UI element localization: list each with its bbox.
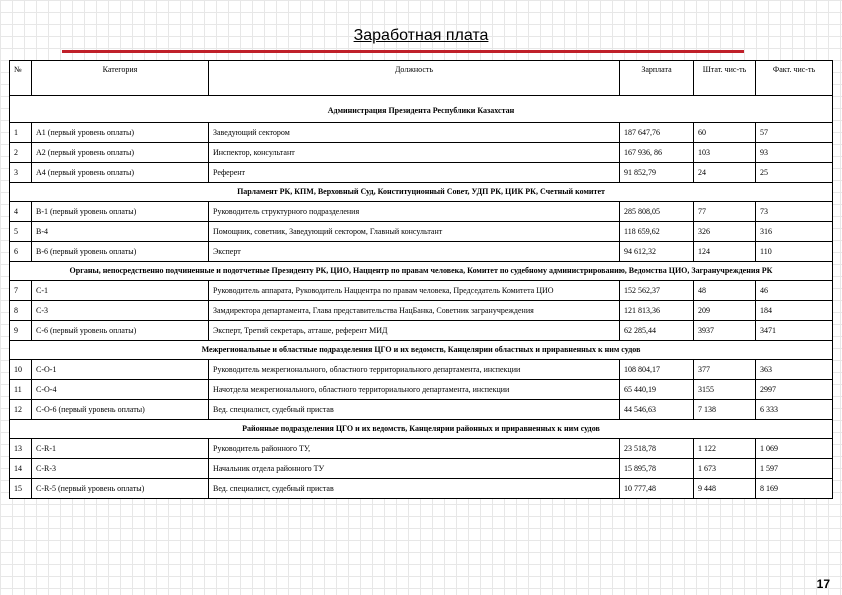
salary-cell: 65 440,19: [620, 380, 694, 400]
section-title: Администрация Президента Республики Казахстан: [10, 96, 833, 123]
title-underline-divider: [62, 50, 744, 53]
staff-count-cell: 377: [694, 360, 756, 380]
table-row: [10, 202, 833, 222]
row-number-cell: 7: [10, 281, 32, 301]
section-title: Парламент РК, КПМ, Верховный Суд, Конституционный Совет, УДП РК, ЦИК РК, Счетный комитет: [10, 183, 833, 202]
row-number-cell: 15: [10, 479, 32, 499]
page-title: Заработная плата: [353, 27, 489, 44]
table-row: [10, 479, 833, 499]
salary-cell: 91 852,79: [620, 163, 694, 183]
position-cell: Руководитель аппарата, Руководитель Наццентра по правам человека, Председатель Комитета ЦИО: [209, 281, 620, 301]
staff-count-cell: 209: [694, 301, 756, 321]
table-row: [10, 459, 833, 479]
section-header-row: [10, 262, 833, 281]
row-number-cell: 2: [10, 143, 32, 163]
salary-cell: 15 895,78: [620, 459, 694, 479]
category-cell: А2 (первый уровень оплаты): [32, 143, 209, 163]
category-cell: С-О-4: [32, 380, 209, 400]
row-number-cell: 8: [10, 301, 32, 321]
position-cell: Вед. специалист, судебный пристав: [209, 400, 620, 420]
row-number-cell: 4: [10, 202, 32, 222]
salary-table: [9, 60, 833, 499]
section-title: Органы, непосредственно подчиненные и подотчетные Президенту РК, ЦИО, Наццентр по правам человека, Комитет по судебному администрированию, Ведомства ЦИО, Загранучреждения РК: [10, 262, 833, 281]
category-cell: А4 (первый уровень оплаты): [32, 163, 209, 183]
salary-cell: 187 647,76: [620, 123, 694, 143]
staff-count-cell: 1 122: [694, 439, 756, 459]
salary-cell: 152 562,37: [620, 281, 694, 301]
position-cell: Эксперт: [209, 242, 620, 262]
salary-cell: 118 659,62: [620, 222, 694, 242]
row-number-cell: 13: [10, 439, 32, 459]
header-position: Должность: [209, 61, 620, 96]
staff-count-cell: 48: [694, 281, 756, 301]
salary-cell: 167 936, 86: [620, 143, 694, 163]
position-cell: Вед. специалист, судебный пристав: [209, 479, 620, 499]
staff-count-cell: 24: [694, 163, 756, 183]
header-category: Категория: [32, 61, 209, 96]
table-row: [10, 439, 833, 459]
row-number-cell: 9: [10, 321, 32, 341]
category-cell: В-1 (первый уровень оплаты): [32, 202, 209, 222]
section-header-row: [10, 341, 833, 360]
section-title: Межрегиональные и областные подразделения ЦГО и их ведомств, Канцелярии областных и приравненных к ним судов: [10, 341, 833, 360]
staff-count-cell: 326: [694, 222, 756, 242]
staff-count-cell: 9 448: [694, 479, 756, 499]
category-cell: С-1: [32, 281, 209, 301]
salary-cell: 23 518,78: [620, 439, 694, 459]
category-cell: В-6 (первый уровень оплаты): [32, 242, 209, 262]
section-header-row: [10, 183, 833, 202]
actual-count-cell: 1 069: [756, 439, 833, 459]
salary-cell: 10 777,48: [620, 479, 694, 499]
position-cell: Помощник, советник, Заведующий сектором, Главный консультант: [209, 222, 620, 242]
actual-count-cell: 93: [756, 143, 833, 163]
actual-count-cell: 363: [756, 360, 833, 380]
position-cell: Инспектор, консультант: [209, 143, 620, 163]
category-cell: С-6 (первый уровень оплаты): [32, 321, 209, 341]
salary-cell: 285 808,05: [620, 202, 694, 222]
staff-count-cell: 60: [694, 123, 756, 143]
table-row: [10, 400, 833, 420]
row-number-cell: 1: [10, 123, 32, 143]
section-header-row: [10, 96, 833, 123]
category-cell: С-R-3: [32, 459, 209, 479]
category-cell: С-3: [32, 301, 209, 321]
table-row: [10, 360, 833, 380]
row-number-cell: 10: [10, 360, 32, 380]
actual-count-cell: 2997: [756, 380, 833, 400]
table-row: [10, 242, 833, 262]
actual-count-cell: 184: [756, 301, 833, 321]
actual-count-cell: 1 597: [756, 459, 833, 479]
actual-count-cell: 8 169: [756, 479, 833, 499]
staff-count-cell: 3155: [694, 380, 756, 400]
header-staff-count: Штат. чис-ть: [694, 61, 756, 96]
actual-count-cell: 46: [756, 281, 833, 301]
staff-count-cell: 7 138: [694, 400, 756, 420]
salary-cell: 121 813,36: [620, 301, 694, 321]
staff-count-cell: 124: [694, 242, 756, 262]
staff-count-cell: 1 673: [694, 459, 756, 479]
position-cell: Руководитель межрегионального, областного территориального департамента, инспекции: [209, 360, 620, 380]
category-cell: А1 (первый уровень оплаты): [32, 123, 209, 143]
header-num: №: [10, 61, 32, 96]
table-row: [10, 281, 833, 301]
actual-count-cell: 6 333: [756, 400, 833, 420]
staff-count-cell: 3937: [694, 321, 756, 341]
row-number-cell: 6: [10, 242, 32, 262]
table-row: [10, 301, 833, 321]
position-cell: Руководитель районного ТУ,: [209, 439, 620, 459]
category-cell: С-О-1: [32, 360, 209, 380]
actual-count-cell: 73: [756, 202, 833, 222]
table-row: [10, 163, 833, 183]
header-actual-count: Факт. чис-ть: [756, 61, 833, 96]
category-cell: С-О-6 (первый уровень оплаты): [32, 400, 209, 420]
position-cell: Начотдела межрегионального, областного территориального департамента, инспекции: [209, 380, 620, 400]
category-cell: С-R-1: [32, 439, 209, 459]
row-number-cell: 12: [10, 400, 32, 420]
row-number-cell: 3: [10, 163, 32, 183]
actual-count-cell: 25: [756, 163, 833, 183]
position-cell: Эксперт, Третий секретарь, атташе, референт МИД: [209, 321, 620, 341]
page-number: 17: [816, 577, 830, 591]
category-cell: С-R-5 (первый уровень оплаты): [32, 479, 209, 499]
salary-cell: 62 285,44: [620, 321, 694, 341]
position-cell: Заведующий сектором: [209, 123, 620, 143]
position-cell: Руководитель структурного подразделения: [209, 202, 620, 222]
row-number-cell: 14: [10, 459, 32, 479]
position-cell: Начальник отдела районного ТУ: [209, 459, 620, 479]
table-header-row: [10, 61, 833, 96]
table-row: [10, 321, 833, 341]
actual-count-cell: 316: [756, 222, 833, 242]
table-row: [10, 123, 833, 143]
table-row: [10, 222, 833, 242]
salary-cell: 108 804,17: [620, 360, 694, 380]
section-title: Районные подразделения ЦГО и их ведомств, Канцелярии районных и приравненных к ним судов: [10, 420, 833, 439]
table-row: [10, 380, 833, 400]
actual-count-cell: 57: [756, 123, 833, 143]
position-cell: Референт: [209, 163, 620, 183]
table-row: [10, 143, 833, 163]
section-header-row: [10, 420, 833, 439]
category-cell: В-4: [32, 222, 209, 242]
staff-count-cell: 103: [694, 143, 756, 163]
salary-cell: 44 546,63: [620, 400, 694, 420]
salary-cell: 94 612,32: [620, 242, 694, 262]
staff-count-cell: 77: [694, 202, 756, 222]
table-body: [10, 96, 833, 499]
header-salary: Зарплата: [620, 61, 694, 96]
row-number-cell: 11: [10, 380, 32, 400]
actual-count-cell: 3471: [756, 321, 833, 341]
position-cell: Замдиректора департамента, Глава представительства НацБанка, Советник загранучреждения: [209, 301, 620, 321]
row-number-cell: 5: [10, 222, 32, 242]
actual-count-cell: 110: [756, 242, 833, 262]
